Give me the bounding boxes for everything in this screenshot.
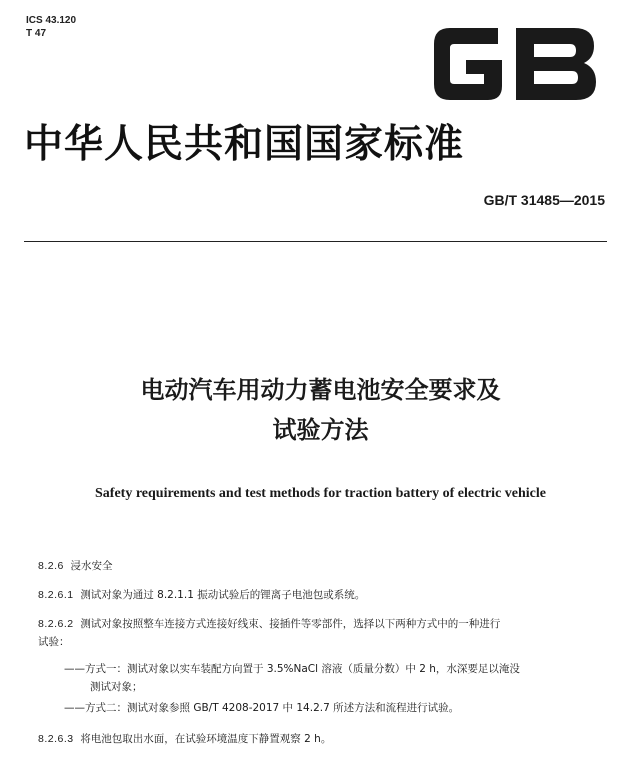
standard-number: GB/T 31485—2015 bbox=[483, 192, 605, 208]
clause-heading: 浸水安全 bbox=[70, 560, 113, 572]
method-one-continuation: 测试对象； bbox=[90, 681, 143, 693]
clause-text: 测试对象按照整车连接方式连接好线束、接插件等零部件，选择以下两种方式中的一种进行 bbox=[80, 618, 501, 630]
document-classification bbox=[26, 14, 76, 40]
document-title-line-2: 试验方法 bbox=[272, 416, 369, 444]
clause-8-2-6-3 bbox=[38, 731, 331, 746]
clause-text: 将电池包取出水面，在试验环境温度下静置观察 2 h。 bbox=[80, 733, 332, 745]
standard-title: 中华人民共和国国家标准 bbox=[24, 122, 465, 167]
gb-logo bbox=[428, 20, 602, 108]
clause-8-2-6 bbox=[38, 558, 113, 573]
clause-text: 测试对象为通过 8.2.1.1 振动试验后的锂离子电池包或系统。 bbox=[80, 589, 366, 601]
method-two: ——方式二：测试对象参照 GB/T 4208-2017 中 14.2.7 所述方法和流程进行试验。 bbox=[64, 702, 460, 714]
clause-8-2-6-2-continuation: 试验： bbox=[38, 636, 70, 648]
clause-number: 8.2.6.3 bbox=[38, 733, 74, 745]
document-title bbox=[0, 370, 641, 450]
clause-8-2-6-1 bbox=[38, 587, 365, 602]
document-english-title: Safety requirements and test methods for traction battery of electric vehicle bbox=[95, 486, 546, 501]
header-divider bbox=[24, 241, 607, 242]
category-code: T 47 bbox=[26, 28, 47, 39]
clause-8-2-6-2 bbox=[38, 616, 500, 631]
clause-number: 8.2.6.1 bbox=[38, 589, 74, 601]
ics-code: ICS 43.120 bbox=[26, 15, 77, 26]
clause-number: 8.2.6.2 bbox=[38, 618, 74, 630]
clause-number: 8.2.6 bbox=[38, 560, 64, 572]
method-one: ——方式一：测试对象以实车装配方向置于 3.5%NaCl 溶液（质量分数）中 2 h，水深要足以淹没 bbox=[64, 663, 520, 675]
document-title-line-1: 电动汽车用动力蓄电池安全要求及 bbox=[140, 376, 501, 404]
